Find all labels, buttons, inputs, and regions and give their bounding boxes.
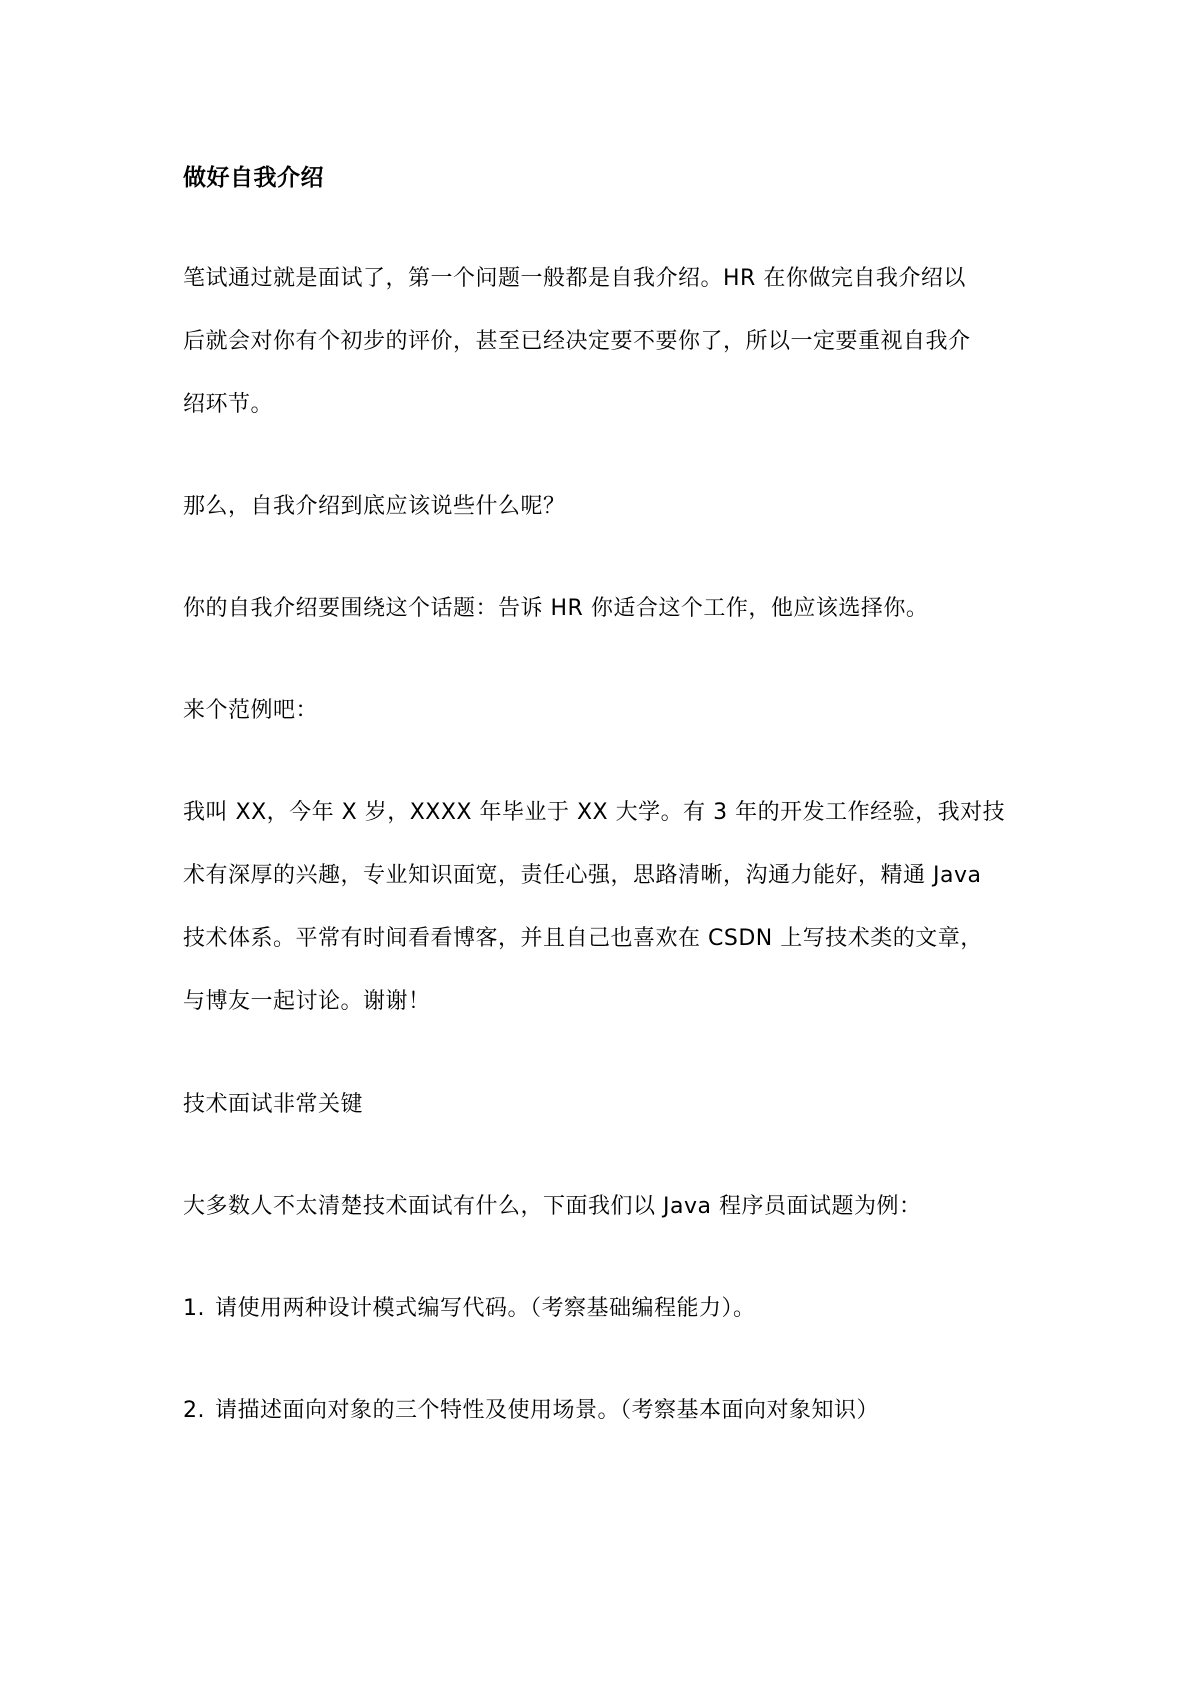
- example-line: 技术体系。平常有时间看看博客，并且自己也喜欢在 CSDN 上写技术类的文章，: [183, 926, 983, 951]
- example-line: 术有深厚的兴趣，专业知识面宽，责任心强，思路清晰，沟通力能好，精通 Java: [183, 863, 982, 888]
- list-number: 1.: [183, 1296, 205, 1321]
- paragraph-line: 后就会对你有个初步的评价，甚至已经决定要不要你了，所以一定要重视自我介: [183, 329, 971, 354]
- paragraph-topic: 你的自我介绍要围绕这个话题：告诉 HR 你适合这个工作，他应该选择你。: [183, 596, 929, 621]
- list-number: 2.: [183, 1398, 205, 1423]
- list-text: 请使用两种设计模式编写代码。（考察基础编程能力）。: [215, 1296, 756, 1321]
- paragraph-line: 大多数人不太清楚技术面试有什么，下面我们以 Java 程序员面试题为例：: [183, 1194, 922, 1219]
- paragraph-question: 那么，自我介绍到底应该说些什么呢？: [183, 494, 566, 519]
- paragraph-line: 笔试通过就是面试了，第一个问题一般都是自我介绍。HR 在你做完自我介绍以: [183, 266, 966, 291]
- paragraph-line: 绍环节。: [183, 392, 274, 417]
- paragraph-example-intro: 来个范例吧：: [183, 698, 319, 723]
- list-item: [183, 1396, 879, 1426]
- example-line: 我叫 XX，今年 X 岁，XXXX 年毕业于 XX 大学。有 3 年的开发工作经验，我对技: [183, 800, 1006, 825]
- document-title: 做好自我介绍: [183, 165, 324, 191]
- list-text: 请描述面向对象的三个特性及使用场景。（考察基本面向对象知识）: [215, 1398, 880, 1423]
- example-line: 与博友一起讨论。谢谢！: [183, 989, 431, 1014]
- list-item: [183, 1294, 756, 1324]
- section-heading: 技术面试非常关键: [183, 1092, 364, 1117]
